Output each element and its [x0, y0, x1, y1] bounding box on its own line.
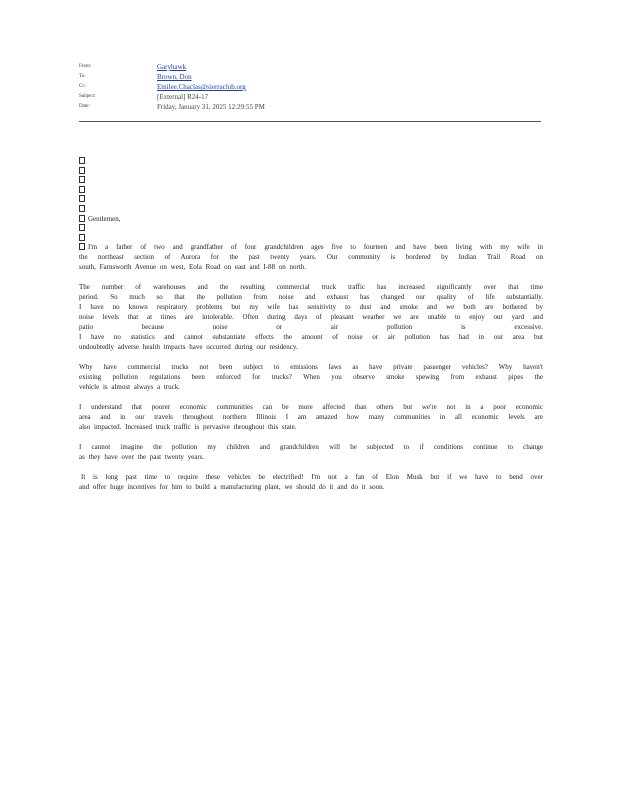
header-row-to [79, 72, 541, 82]
greeting: Gentlemen, [88, 214, 121, 223]
date-label: Date: [79, 104, 90, 109]
body-line: vehicle is almost always a truck. [79, 383, 180, 392]
placeholder-box-icon [79, 195, 85, 202]
body-paragraphs [79, 242, 543, 492]
paragraph-gap [79, 432, 543, 442]
body-line: patio because noise or air pollution is excessive. [79, 323, 543, 332]
body-line: noise levels that at times are intolerable. Often during days of pleasant weather we are unable to enjoy our yard and [79, 313, 543, 322]
body-paragraph [79, 472, 543, 492]
body-line: undoubtedly adverse health impacts have occurred during our residency. [79, 343, 298, 352]
header-row-subject [79, 92, 541, 102]
from-link[interactable]: Garyhawk [157, 63, 187, 71]
email-header [79, 62, 541, 112]
body-paragraph [79, 362, 543, 392]
body-line: south, Farnsworth Avenue on west, Eola Road on east and I-88 on north. [79, 263, 307, 272]
placeholder-box-icon [79, 176, 85, 183]
body-line: Why have commercial trucks not been subject to emissions laws as have private passenger vehicles? Why haven't [79, 363, 543, 372]
body-line: also impacted. Increased truck traffic is pervasive throughout this state. [79, 423, 297, 432]
body-line: as they have over the past twenty years. [79, 453, 205, 462]
paragraph-gap [79, 352, 543, 362]
header-row-date [79, 102, 541, 112]
to-label: To: [79, 74, 86, 79]
placeholder-box-icon [79, 186, 85, 193]
email-body [79, 156, 543, 492]
placeholder-box-icon [79, 157, 85, 164]
placeholder-box-icon [79, 243, 85, 250]
paragraph-gap [79, 462, 543, 472]
body-paragraph [79, 242, 543, 272]
header-row-cc [79, 82, 541, 92]
body-line: and offer huge incentives for him to build a manufacturing plant, we should do it and do it soon. [79, 483, 385, 492]
placeholder-markers [79, 156, 543, 242]
body-line: I have no known respiratory problems but my wife has sensitivity to dust and smoke and we both are bothered by [79, 303, 543, 312]
body-line: period. So much so that the pollution from noise and exhaust has changed our quality of life substantially. [79, 293, 543, 302]
placeholder-box-icon [79, 215, 85, 222]
placeholder-box-icon [79, 224, 85, 231]
subject-value: [External] R24-17 [157, 93, 209, 101]
placeholder-box-icon [79, 167, 85, 174]
date-value: Friday, January 31, 2025 12:29:55 PM [157, 103, 265, 111]
body-line: I'm a father of two and grandfather of four grandchildren ages five to fourteen and have been living with my wife in [88, 243, 543, 252]
body-line: I cannot imagine the pollution my children and grandchildren will be subjected to if conditions continue to change [79, 443, 543, 452]
placeholder-box-icon [79, 234, 85, 241]
body-paragraph [79, 442, 543, 462]
paragraph-gap [79, 392, 543, 402]
paragraph-gap [79, 272, 543, 282]
body-line: area and in our travels throughout northern Illinois I am amazed how many communities in all economic levels are [79, 413, 543, 422]
body-line: It is long past time to require these vehicles be electrified! I'm not a fan of Elon Musk but if we have to bend over [81, 473, 543, 482]
body-line: I have no statistics and cannot substantiate effects the amount of noise or air pollution has had in our area but [79, 333, 543, 342]
body-line: The number of warehouses and the resulting commercial truck traffic has increased significantly over that time [79, 283, 543, 292]
to-link[interactable]: Brown, Don [157, 73, 192, 81]
subject-label: Subject: [79, 94, 96, 99]
cc-label: Cc: [79, 84, 86, 89]
header-divider [79, 121, 541, 122]
cc-link[interactable]: Emilee.Chaclas@sierraclub.org [157, 83, 246, 91]
body-line: existing pollution regulations been enforced for trucks? When you observe smoke spewing from exhaust pipes the [79, 373, 543, 382]
body-paragraph [79, 402, 543, 432]
from-label: From: [79, 64, 92, 69]
header-row-from [79, 62, 541, 72]
body-paragraph [79, 282, 543, 352]
body-line: I understand that poorer economic communities can be more affected than others but we're not in a poor economic [79, 403, 543, 412]
placeholder-box-icon [79, 205, 85, 212]
body-line: the northeast section of Aurora for the past twenty years. Our community is bordered by Indian Trail Road on [79, 253, 543, 262]
